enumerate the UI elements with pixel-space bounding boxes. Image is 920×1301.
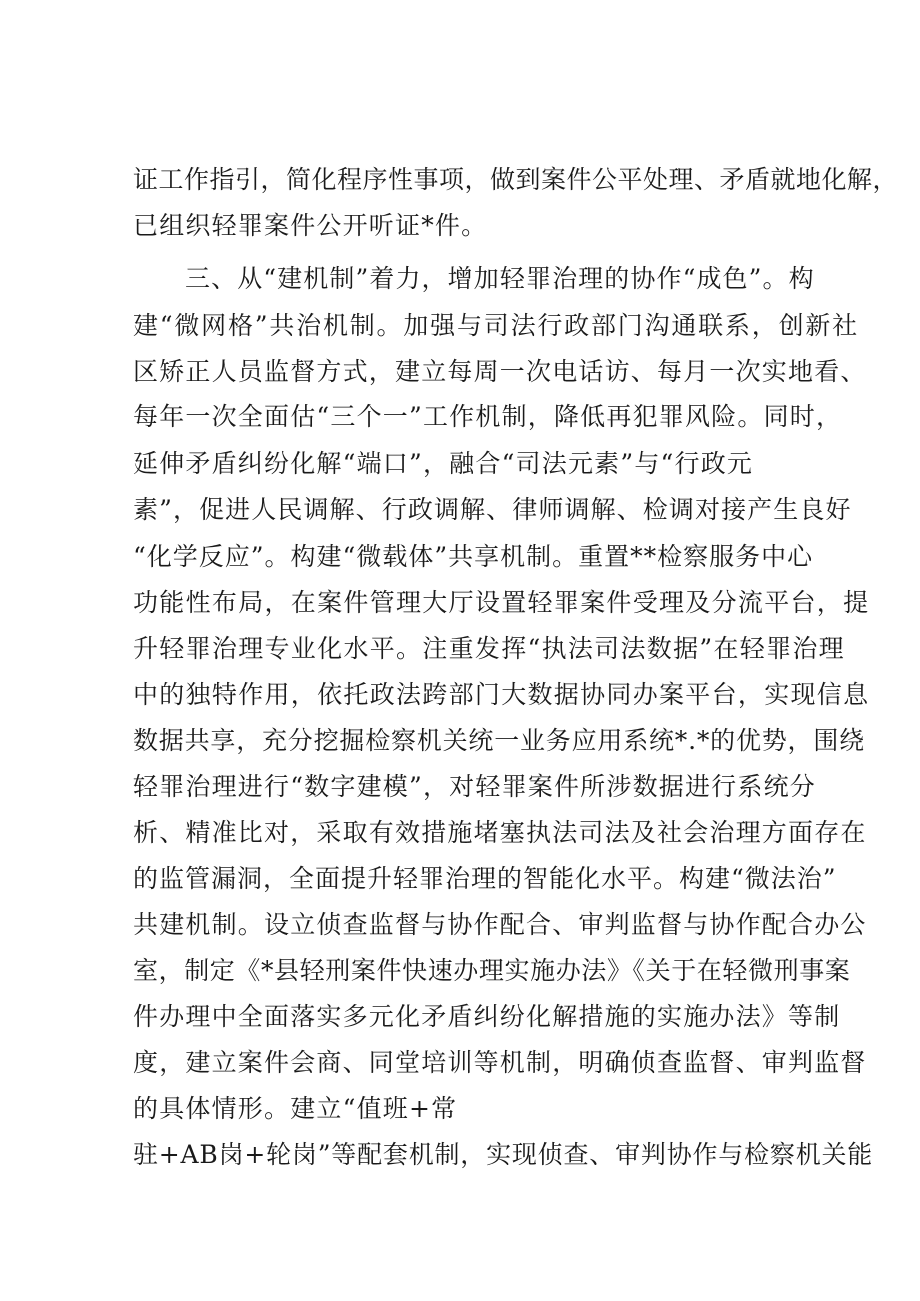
paragraph-line: 证工作指引，简化程序性事项，做到案件公平处理、矛盾就地化解， xyxy=(133,165,899,194)
paragraph-line: 延伸矛盾纠纷化解“端口”，融合“司法元素”与“行政元 xyxy=(133,449,754,478)
paragraph-line: 析、精准比对，采取有效措施堵塞执法司法及社会治理方面存在 xyxy=(133,818,867,847)
paragraph-line: 室，制定《*县轻刑案件快速办理实施办法》《关于在轻微刑事案 xyxy=(133,956,851,985)
paragraph-line: 轻罪治理进行“数字建模”，对轻罪案件所涉数据进行系统分 xyxy=(133,772,816,801)
paragraph-line: 区矫正人员监督方式，建立每周一次电话访、每月一次实地看、 xyxy=(133,357,867,386)
paragraph-line: 驻+AB岗+轮岗”等配套机制，实现侦查、审判协作与检察机关能 xyxy=(133,1140,874,1169)
paragraph-line: 共建机制。设立侦查监督与协作配合、审判监督与协作配合办公 xyxy=(133,910,867,939)
paragraph-line: 升轻罪治理专业化水平。注重发挥“执法司法数据”在轻罪治理 xyxy=(133,634,845,663)
paragraph-line: 件办理中全面落实多元化矛盾纠纷化解措施的实施办法》等制 xyxy=(133,1002,841,1031)
paragraph-line: “化学反应”。构建“微载体”共享机制。重置**检察服务中心 xyxy=(133,542,814,571)
paragraph-line: 每年一次全面估“三个一”工作机制，降低再犯罪风险。同时， xyxy=(133,402,843,431)
paragraph-line: 的监管漏洞，全面提升轻罪治理的智能化水平。构建“微法治” xyxy=(133,864,837,893)
paragraph-line: 的具体情形。建立“值班+常 xyxy=(133,1094,458,1123)
paragraph-line: 功能性布局，在案件管理大厅设置轻罪案件受理及分流平台，提 xyxy=(133,588,870,617)
paragraph-line: 度，建立案件会商、同堂培训等机制，明确侦查监督、审判监督 xyxy=(133,1048,867,1077)
paragraph-line: 已组织轻罪案件公开听证*件。 xyxy=(133,211,488,240)
paragraph-line: 三、从“建机制”着力，增加轻罪治理的协作“成色”。构 xyxy=(185,264,815,293)
paragraph-line: 素”，促进人民调解、行政调解、律师调解、检调对接产生良好 xyxy=(133,495,852,524)
paragraph-line: 中的独特作用，依托政法跨部门大数据协同办案平台，实现信息 xyxy=(133,680,870,709)
paragraph-line: 建“微网格”共治机制。加强与司法行政部门沟通联系，创新社 xyxy=(133,311,859,340)
paragraph-line: 数据共享，充分挖掘检察机关统一业务应用系统*.*的优势，围绕 xyxy=(133,726,865,755)
